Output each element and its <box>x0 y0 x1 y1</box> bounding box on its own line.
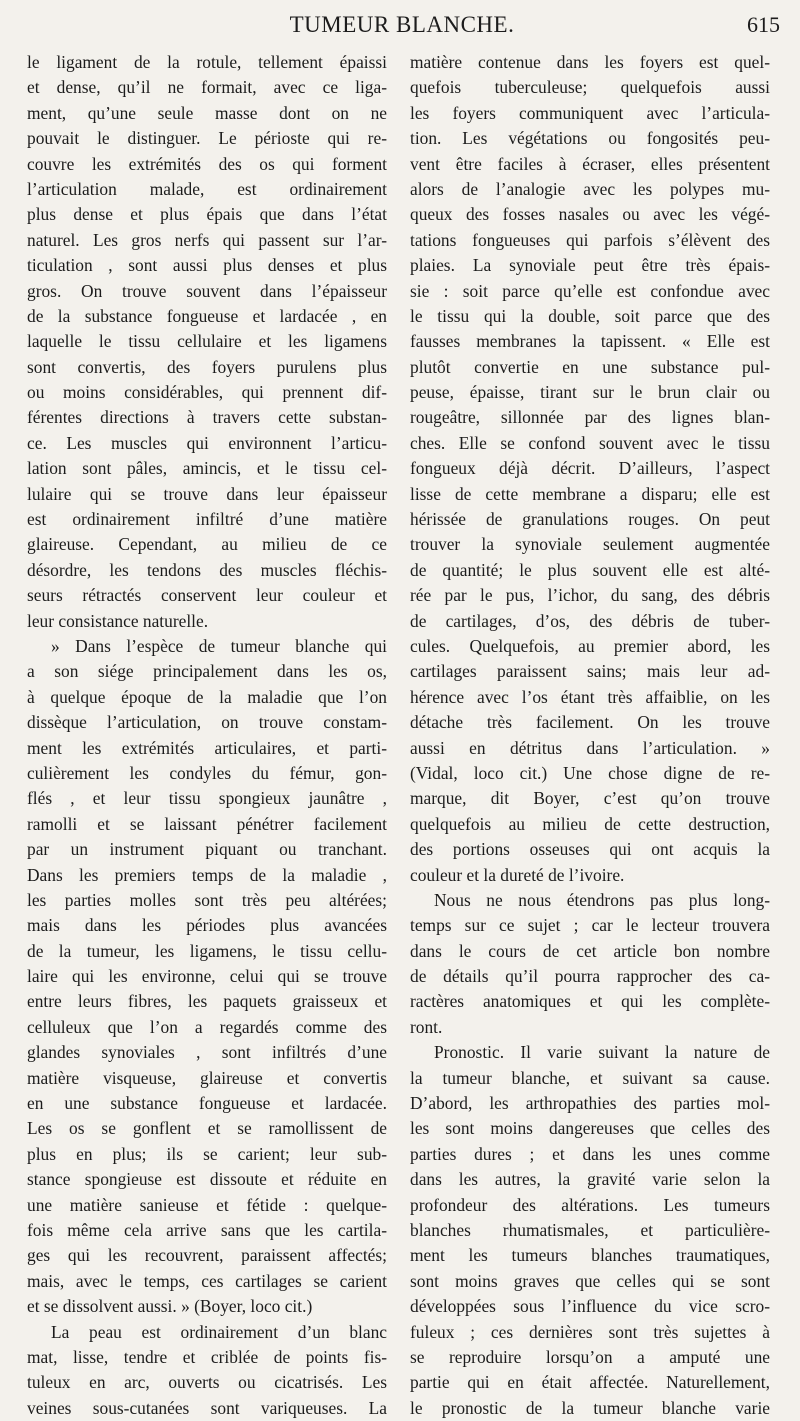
text-line: rée par le pus, l’ichor, du sang, des débris <box>410 585 770 606</box>
text-line: blanches rhumatismales, et particulière- <box>410 1219 770 1240</box>
text-line: glandes synoviales , sont infiltrés d’une <box>27 1042 387 1063</box>
text-line: veines sous-cutanées sont variqueuses. La <box>27 1397 387 1418</box>
text-line: ront. <box>410 1016 443 1037</box>
text-line: lulaire qui se trouve dans leur épaisseur <box>27 483 387 504</box>
text-line: trouver la synoviale seulement augmentée <box>410 534 770 555</box>
text-line: cartilages paraissent sains; mais leur ad- <box>410 661 770 682</box>
text-line: queux des fosses nasales ou avec les végé- <box>410 204 770 225</box>
text-line: ches. Elle se confond souvent avec le tissu <box>410 432 770 453</box>
text-line: se reproduire lorsqu’on a amputé une <box>410 1346 770 1367</box>
text-line: tion. Les végétations ou fongosités peu- <box>410 128 770 149</box>
text-line: et dense, qu’il ne formait, avec ce liga- <box>27 77 387 98</box>
text-line: la tumeur blanche, et suivant sa cause. <box>410 1067 770 1088</box>
page-header <box>24 12 780 42</box>
text-line: ment les extrémités articulaires, et parti- <box>27 737 387 758</box>
text-line: par un instrument piquant ou tranchant. <box>27 839 387 860</box>
text-line: lisse de cette membrane a disparu; elle est <box>410 483 770 504</box>
text-line: profondeur des altérations. Les tumeurs <box>410 1194 770 1215</box>
text-line: hérence avec l’os étant très affaiblie, on les <box>410 686 770 707</box>
text-line: le pronostic de la tumeur blanche varie <box>410 1397 770 1418</box>
text-line: » Dans l’espèce de tumeur blanche qui <box>51 635 387 656</box>
text-line: des portions osseuses qui ont acquis la <box>410 839 770 860</box>
text-line: alors de l’analogie avec les polypes mu- <box>410 178 770 199</box>
text-line: entre leurs fibres, les paquets graisseux et <box>27 991 387 1012</box>
text-line: à quelque époque de la maladie que l’on <box>27 686 387 707</box>
text-line: gros. On trouve souvent dans l’épaisseur <box>27 280 387 301</box>
text-line: de la substance fongueuse et lardacée , en <box>27 305 387 326</box>
text-line: en une substance fongueuse et lardacée. <box>27 1093 387 1114</box>
text-line: ractères anatomiques et qui les complète- <box>410 991 770 1012</box>
text-line: marque, dit Boyer, c’est qu’on trouve <box>410 788 770 809</box>
text-line: fois même cela arrive sans que les cartila- <box>27 1219 387 1240</box>
text-line: ment, qu’une seule masse dont on ne <box>27 102 387 123</box>
text-line: le tissu qui la double, soit parce que des <box>410 305 770 326</box>
right-text-column <box>410 50 770 1418</box>
text-line: fuleux ; ces dernières sont très sujettes à <box>410 1321 770 1342</box>
text-line: ticulation , sont aussi plus denses et plus <box>27 255 387 276</box>
text-line: laire qui les environne, celui qui se trouve <box>27 966 387 987</box>
text-line: plus en plus; ils se carient; leur sub- <box>27 1143 387 1164</box>
text-line: l’articulation malade, est ordinairement <box>27 178 387 199</box>
text-line: mais dans les périodes plus avancées <box>27 915 387 936</box>
text-line: les sont moins dangereuses que celles des <box>410 1118 770 1139</box>
text-line: matière visqueuse, glaireuse et convertis <box>27 1067 387 1088</box>
text-line: désordre, les tendons des muscles fléchis- <box>27 559 387 580</box>
text-line: sont convertis, des foyers purulens plus <box>27 356 387 377</box>
page-number: 615 <box>747 12 780 37</box>
text-line: peuse, épaisse, tirant sur le brun clair ou <box>410 382 770 403</box>
text-line: plus dense et plus épais que dans l’état <box>27 204 387 225</box>
text-line: partie qui en était affectée. Naturellement, <box>410 1372 770 1393</box>
text-line: culièrement les condyles du fémur, gon- <box>27 762 387 783</box>
text-line: ges qui les recouvrent, paraissent affectés; <box>27 1245 387 1266</box>
text-line: les parties molles sont très peu altérées; <box>27 889 387 910</box>
left-text-column <box>27 50 387 1418</box>
text-line: dans les autres, la gravité varie selon la <box>410 1169 770 1190</box>
text-line: lation sont pâles, amincis, et le tissu cel- <box>27 458 387 479</box>
text-line: ment les tumeurs blanches traumatiques, <box>410 1245 770 1266</box>
text-line: ce. Les muscles qui environnent l’articu- <box>27 432 387 453</box>
text-line: est ordinairement infiltré d’une matière <box>27 509 387 530</box>
text-line: flés , et leur tissu spongieux jaunâtre , <box>27 788 387 809</box>
text-line: quefois tuberculeuse; quelquefois aussi <box>410 77 770 98</box>
text-line: quelquefois au milieu de cette destruction, <box>410 813 770 834</box>
text-line: fongueux déjà décrit. D’ailleurs, l’aspect <box>410 458 770 479</box>
text-line: détache très facilement. On les trouve <box>410 712 770 733</box>
text-line: leur consistance naturelle. <box>27 610 209 631</box>
text-line: Nous ne nous étendrons pas plus long- <box>434 889 770 910</box>
text-line: vent être faciles à écraser, elles présentent <box>410 153 770 174</box>
text-line: le ligament de la rotule, tellement épaissi <box>27 52 387 72</box>
text-line: Pronostic. Il varie suivant la nature de <box>434 1042 770 1063</box>
text-line: stance spongieuse est dissoute et réduite en <box>27 1169 387 1190</box>
text-line: (Vidal, loco cit.) Une chose digne de re- <box>410 762 770 783</box>
text-line: tuleux en arc, ouverts ou cicatrisés. Les <box>27 1372 387 1393</box>
text-line: rougeâtre, sillonnée par des lignes blan- <box>410 407 770 428</box>
text-line: Dans les premiers temps de la maladie , <box>27 864 387 885</box>
text-line: dissèque l’articulation, on trouve constam- <box>27 712 387 733</box>
text-line: dans le cours de cet article bon nombre <box>410 940 770 961</box>
text-line: celluleux que l’on a regardés comme des <box>27 1016 387 1037</box>
text-line: parties dures ; et dans les unes comme <box>410 1143 770 1164</box>
text-line: plaies. La synoviale peut être très épais- <box>410 255 770 276</box>
text-line: tations fongueuses qui parfois s’élèvent des <box>410 229 770 250</box>
text-line: ou moins considérables, qui prennent dif- <box>27 382 387 403</box>
text-line: matière contenue dans les foyers est quel- <box>410 52 770 72</box>
text-line: aussi en détritus dans l’articulation. » <box>410 737 770 758</box>
text-line: de détails qu’il pourra rapprocher des ca- <box>410 966 770 987</box>
text-line: plutôt convertie en une substance pul- <box>410 356 770 377</box>
text-line: sie : soit parce qu’elle est confondue avec <box>410 280 770 301</box>
text-line: Les os se gonflent et se ramollissent de <box>27 1118 387 1139</box>
text-line: fausses membranes la tapissent. « Elle est <box>410 331 770 352</box>
text-line: mat, lisse, tendre et criblée de points fis- <box>27 1346 387 1367</box>
text-line: naturel. Les gros nerfs qui passent sur l’ar- <box>27 229 387 250</box>
text-line: sont moins graves que celles qui se sont <box>410 1270 770 1291</box>
text-line: de quantité; le plus souvent elle est alté- <box>410 559 770 580</box>
text-line: férentes directions à travers cette substan- <box>27 407 387 428</box>
text-line: développées sous l’influence du vice scro- <box>410 1296 770 1317</box>
text-line: couvre les extrémités des os qui forment <box>27 153 387 174</box>
text-line: laquelle le tissu cellulaire et les ligamens <box>27 331 387 352</box>
text-line: seurs rétractés conservent leur couleur et <box>27 585 387 606</box>
text-line: de la tumeur, les ligamens, le tissu cellu- <box>27 940 387 961</box>
text-line: mais, avec le temps, ces cartilages se carient <box>27 1270 387 1291</box>
text-line: D’abord, les arthropathies des parties mol- <box>410 1093 770 1114</box>
text-line: hérissée de granulations rouges. On peut <box>410 509 770 530</box>
text-line: cules. Quelquefois, au premier abord, les <box>410 635 770 656</box>
text-line: ramolli et se laissant pénétrer facilement <box>27 813 387 834</box>
text-line: La peau est ordinairement d’un blanc <box>51 1321 387 1342</box>
text-line: les foyers communiquent avec l’articula- <box>410 102 770 123</box>
text-line: et se dissolvent aussi. » (Boyer, loco cit.) <box>27 1296 313 1317</box>
text-line: de cartilages, d’os, des débris de tuber- <box>410 610 770 631</box>
text-line: couleur et la dureté de l’ivoire. <box>410 864 625 885</box>
text-line: pouvait le distinguer. Le périoste qui re- <box>27 128 387 149</box>
text-line: glaireuse. Cependant, au milieu de ce <box>27 534 387 555</box>
text-line: une matière sanieuse et fétide : quelque- <box>27 1194 387 1215</box>
running-title: TUMEUR BLANCHE. <box>289 12 515 37</box>
text-line: a son siége principalement dans les os, <box>27 661 387 682</box>
text-line: temps sur ce sujet ; car le lecteur trouvera <box>410 915 770 936</box>
